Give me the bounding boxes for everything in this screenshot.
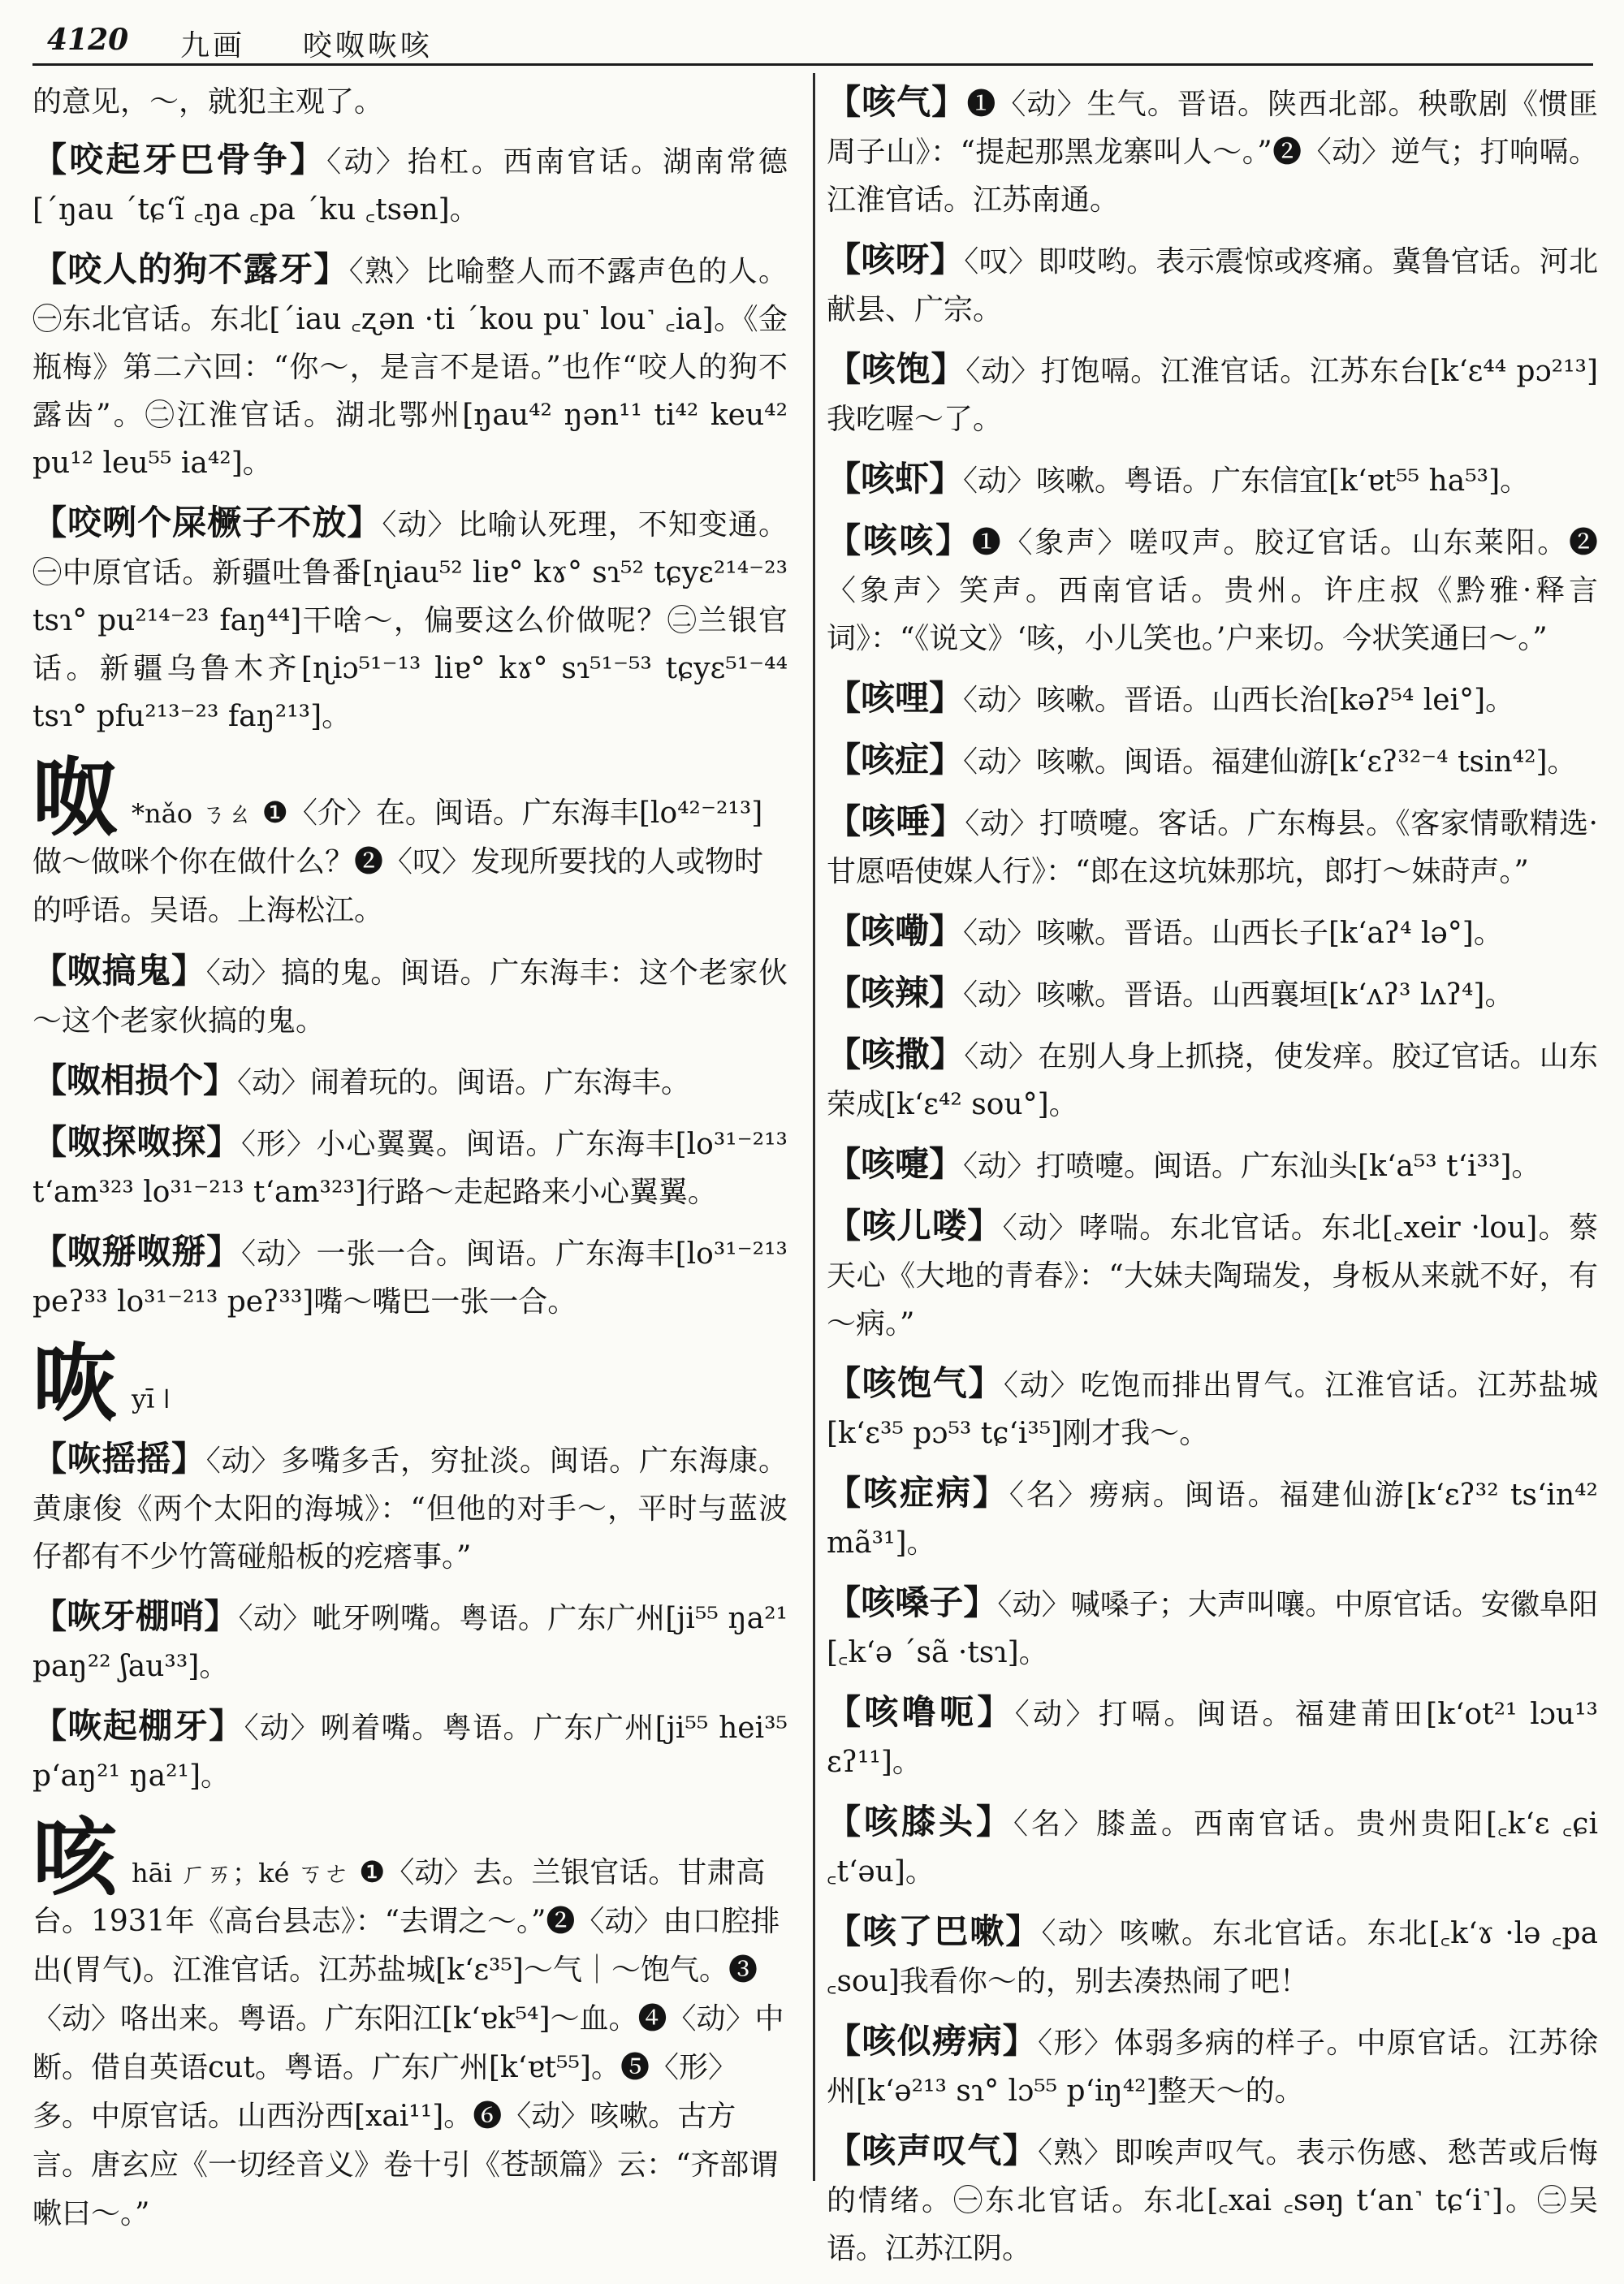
dictionary-entry	[32, 245, 788, 487]
definition-text: 〈动〉咧着嘴。粤语。广东广州[ji⁵⁵ hei³⁵ pʻaŋ²¹ ŋa²¹]。	[32, 1712, 788, 1793]
definition-text: 〈形〉小心翼翼。闽语。广东海丰[lo³¹⁻²¹³ tʻam³²³ lo³¹⁻²¹³ tʻam³²³]行路～走起路来小心翼翼。	[32, 1128, 788, 1209]
head-character: 咴	[32, 1333, 118, 1433]
definition-text: 〈动〉咳嗽。晋语。山西长治[kəʔ⁵⁴ lei°]。	[963, 684, 1515, 717]
entry-headword: 【咳哩】	[827, 678, 964, 718]
entry-headword: 【咳噜呃】	[827, 1692, 1015, 1732]
entry-headword: 【咳气】	[827, 82, 967, 122]
entry-headword: 【咴起棚牙】	[32, 1706, 244, 1746]
dictionary-entry	[827, 2126, 1598, 2273]
dictionary-entry	[827, 345, 1598, 443]
left-column	[32, 78, 788, 2250]
entry-headword: 【咴牙棚哨】	[32, 1596, 239, 1636]
entry-headword: 【呶相损个】	[32, 1060, 238, 1100]
header-rule	[32, 63, 1593, 66]
definition-text: 〈动〉打饱嗝。江淮官话。江苏东台[kʻɛ⁴⁴ pɔ²¹³]我吃喔～了。	[827, 355, 1598, 436]
dictionary-entry	[827, 969, 1598, 1019]
page-number: 4120	[47, 23, 129, 57]
definition-text: 〈动〉咳嗽。粤语。广东信宜[kʻɐt⁵⁵ ha⁵³]。	[963, 464, 1530, 498]
definition-text: 〈名〉痨病。闽语。福建仙游[kʻɛʔ³² tsʻin⁴² mã³¹]。	[827, 1479, 1598, 1560]
dictionary-entry	[32, 1702, 788, 1800]
dictionary-entry	[32, 1592, 788, 1690]
definition-text: 〈动〉打嗝。闽语。福建莆田[kʻot²¹ lɔu¹³ ɛʔ¹¹]。	[827, 1698, 1598, 1779]
entry-headword: 【咬人的狗不露牙】	[32, 249, 349, 289]
dictionary-entry	[32, 1118, 788, 1216]
dictionary-entry	[827, 907, 1598, 957]
dictionary-entry	[32, 1228, 788, 1326]
right-column	[827, 78, 1598, 2284]
entry-headword: 【咳似痨病】	[827, 2021, 1038, 2061]
dictionary-entry	[827, 1469, 1598, 1567]
dictionary-entry	[827, 2017, 1598, 2115]
entry-headword: 【咬起牙巴骨争】	[32, 140, 327, 179]
definition-text: 〈动〉哮喘。东北官话。东北[꜀xeir ·lou]。蔡天心《大地的青春》：“大妹夫陶瑞发，身板从来就不好，有～病。”	[827, 1211, 1598, 1341]
definition-text: 〈动〉打喷嚏。闽语。广东汕头[kʻa⁵³ tʻi³³]。	[963, 1150, 1541, 1183]
dictionary-entry	[827, 797, 1598, 896]
pronunciation: hāi ㄏㄞ；ké ㄎㄜ	[132, 1858, 350, 1889]
dictionary-entry	[827, 1578, 1598, 1677]
dictionary-entry	[827, 674, 1598, 724]
entry-headword: 【咳膝头】	[827, 1802, 1013, 1841]
dictionary-entry	[32, 947, 788, 1045]
definition-text: 〈动〉吃饱而排出胃气。江淮官话。江苏盐城[kʻɛ³⁵ pɔ⁵³ tɕʻi³⁵]刚才我～。	[827, 1369, 1598, 1450]
dictionary-entry	[32, 1435, 788, 1581]
entry-headword: 【咳儿喽】	[827, 1206, 1003, 1246]
definition-text: 〈熟〉比喻整人而不露声色的人。㊀东北官话。东北[ˊiau ꜀ʐən ·ti ˊkou pu˺ lou˺ ꜀ia]。《金瓶梅》第二六回：“你～，是言不是语。”也作“咬人的狗不露齿”。㊁江淮官话。湖北鄂州[ŋau⁴² ŋən¹¹ ti⁴² keu⁴² pu¹² leu⁵⁵ ia⁴²]。	[32, 255, 788, 480]
dictionary-entry	[827, 235, 1598, 334]
entry-headword: 【咳了巴嗽】	[827, 1911, 1042, 1951]
dictionary-entry	[827, 1798, 1598, 1896]
head-character: 咳	[32, 1807, 118, 1907]
entry-headword: 【咳饱气】	[827, 1363, 1004, 1403]
entry-headword: 【咳症】	[827, 740, 964, 779]
definition-text: 〈形〉体弱多病的样子。中原官话。江苏徐州[kʻə²¹³ sɿ° lɔ⁵⁵ pʻiŋ⁴²]整天～的。	[827, 2027, 1598, 2108]
entry-headword: 【咳症病】	[827, 1473, 1009, 1513]
definition-text: 〈动〉咳嗽。晋语。山西长子[kʻaʔ⁴ lə°]。	[963, 917, 1503, 950]
definition-text: 〈动〉一张一合。闽语。广东海丰[lo³¹⁻²¹³ peʔ³³ lo³¹⁻²¹³ peʔ³³]嘴～嘴巴一张一合。	[32, 1237, 788, 1319]
dictionary-entry	[32, 1056, 788, 1107]
head-character-entry	[32, 1807, 788, 2239]
entry-headword: 【呶掰呶掰】	[32, 1232, 242, 1272]
definition-text: 〈动〉搞的鬼。闽语。广东海丰：这个老家伙～这个老家伙搞的鬼。	[32, 956, 788, 1038]
head-character-entry	[32, 1333, 788, 1433]
pronunciation: *nǎo ㄋㄠ	[132, 798, 253, 829]
definition-text: 〈动〉在别人身上抓挠，使发痒。胶辽官话。山东荣成[kʻɛ⁴² sou°]。	[827, 1040, 1598, 1121]
dictionary-entry	[827, 736, 1598, 786]
definition-text: ❶〈介〉在。闽语。广东海丰[lo⁴²⁻²¹³]做～做咪个你在做什么？❷〈叹〉发现所要找的人或物时的呼语。吴语。上海松江。	[32, 797, 764, 927]
definition-text: 〈动〉抬杠。西南官话。湖南常德[ˊŋau ˊtɕʻĩ ꜀ŋa ꜀pa ˊku ꜀tsən]。	[32, 145, 788, 227]
entry-headword: 【咳咳】	[827, 520, 972, 560]
definition-text: ❶〈象声〉嗟叹声。胶辽官话。山东莱阳。❷〈象声〉笑声。西南官话。贵州。许庄叔《黔雅·释言词》：“《说文》‘咳，小儿笑也。’户来切。今状笑通曰～。”	[827, 526, 1598, 655]
definition-text: 〈动〉多嘴多舌，穷扯淡。闽语。广东海康。黄康俊《两个太阳的海城》：“但他的对手～，平时与蓝波仔都有不少竹篙碰船板的疙瘩事。”	[32, 1444, 788, 1574]
dictionary-entry	[827, 1140, 1598, 1190]
entry-headword: 【咳嗓子】	[827, 1582, 998, 1622]
definition-text: 〈动〉打喷嚏。客话。广东梅县。《客家情歌精选·甘愿唔使媒人行》：“郎在这坑妹那坑，郎打～妹莳声。”	[827, 807, 1598, 888]
head-character: 呶	[32, 748, 118, 848]
definition-text: 〈动〉咳嗽。晋语。山西襄垣[kʻʌʔ³ lʌʔ⁴]。	[963, 978, 1514, 1012]
definition-text: 〈动〉闹着玩的。闽语。广东海丰。	[237, 1066, 691, 1099]
header-title	[180, 23, 433, 64]
dictionary-entry	[827, 1907, 1598, 2006]
entry-headword: 【咬咧个屎橛子不放】	[32, 503, 382, 542]
head-character-entry	[32, 748, 788, 935]
definition-text: 〈熟〉即唉声叹气。表示伤感、愁苦或后悔的情绪。㊀东北官话。东北[꜀xai ꜀səŋ tʻan˺ tɕʻi˺]。㊁吴语。江苏江阴。	[827, 2136, 1598, 2265]
dictionary-entry	[827, 1359, 1598, 1457]
dictionary-entry	[827, 78, 1598, 224]
section-label: 九画	[180, 29, 246, 63]
entry-headword: 【咳嚏】	[827, 1144, 964, 1184]
entry-headword: 【咳虾】	[827, 459, 964, 499]
entry-headword: 【咴摇摇】	[32, 1439, 206, 1479]
definition-text: 〈名〉膝盖。西南官话。贵州贵阳[꜀kʻɛ ꜀ɕi ꜀tʻəu]。	[827, 1807, 1598, 1889]
entry-headword: 【咳唾】	[827, 801, 965, 841]
entry-headword: 【呶探呶探】	[32, 1122, 242, 1162]
definition-text: ❶〈动〉去。兰银官话。甘肃高台。1931年《高台县志》：“去谓之～。”❷〈动〉由口腔排出(胃气)。江淮官话。江苏盐城[kʻɛ³⁵]～气｜～饱气。❸〈动〉咯出来。粤语。广东阳江[kʻɐk⁵⁴]～血。❹〈动〉中断。借自英语cut。粤语。广东广州[kʻɐt⁵⁵]。❺〈形〉多。中原官话。山西汾西[xai¹¹]。❻〈动〉咳嗽。古方言。唐玄应《一切经音义》卷十引《苍颉篇》云：“齐部谓嗽曰～。”	[32, 1856, 784, 2230]
definition-text: 〈动〉咳嗽。闽语。福建仙游[kʻɛʔ³²⁻⁴ tsin⁴²]。	[963, 745, 1577, 779]
definition-text: 〈动〉咳嗽。东北官话。东北[꜀kʻɤ ·lə ꜀pa ꜀sou]我看你～的，别去凑热闹了吧！	[827, 1917, 1598, 1998]
dictionary-entry	[827, 1030, 1598, 1129]
entry-headword: 【咳撒】	[827, 1034, 965, 1074]
definition-text: 〈动〉喊嗓子；大声叫嚷。中原官话。安徽阜阳[꜀kʻə ˊsã ·tsɿ]。	[827, 1588, 1598, 1669]
entry-headword: 【咳呀】	[827, 240, 965, 279]
entry-headword: 【咳嘞】	[827, 911, 964, 951]
dictionary-entry	[827, 516, 1598, 663]
definition-text: 〈动〉比喻认死理，不知变通。㊀中原官话。新疆吐鲁番[ɳiau⁵² liɐ° kɤ° sɿ⁵² tɕyɛ²¹⁴⁻²³ tsɿ° pu²¹⁴⁻²³ faŋ⁴⁴]干啥～，偏要这么价做呢？㊁兰银官话。新疆乌鲁木齐[ɳiɔ⁵¹⁻¹³ liɐ° kɤ° sɿ⁵¹⁻⁵³ tɕyɛ⁵¹⁻⁴⁴ tsɿ° pfu²¹³⁻²³ faŋ²¹³]。	[32, 508, 788, 733]
definition-text: ❶〈动〉生气。晋语。陕西北部。秧歌剧《惯匪周子山》：“提起那黑龙寨叫人～。”❷〈动〉逆气；打响嗝。江淮官话。江苏南通。	[827, 88, 1598, 217]
entry-headword: 【咳辣】	[827, 973, 964, 1012]
page-header	[0, 0, 1624, 70]
definition-text: 的意见，～，就犯主观了。	[32, 85, 384, 119]
dictionary-entry	[32, 136, 788, 234]
dictionary-entry	[32, 78, 788, 126]
header-characters: 咬呶咴咳	[302, 29, 433, 63]
entry-headword: 【呶搞鬼】	[32, 951, 206, 991]
column-divider	[813, 73, 815, 2181]
dictionary-entry	[32, 499, 788, 740]
definition-text: 〈叹〉即哎哟。表示震惊或疼痛。冀鲁官话。河北献县、广宗。	[827, 245, 1598, 326]
dictionary-entry	[827, 455, 1598, 505]
dictionary-entry	[827, 1688, 1598, 1786]
definition-text: 〈动〉呲牙咧嘴。粤语。广东广州[ji⁵⁵ ŋa²¹ paŋ²² ʃau³³]。	[32, 1602, 788, 1683]
entry-headword: 【咳饱】	[827, 349, 966, 389]
pronunciation: yī ǀ	[132, 1384, 171, 1414]
entry-headword: 【咳声叹气】	[827, 2131, 1038, 2170]
dictionary-entry	[827, 1202, 1598, 1348]
